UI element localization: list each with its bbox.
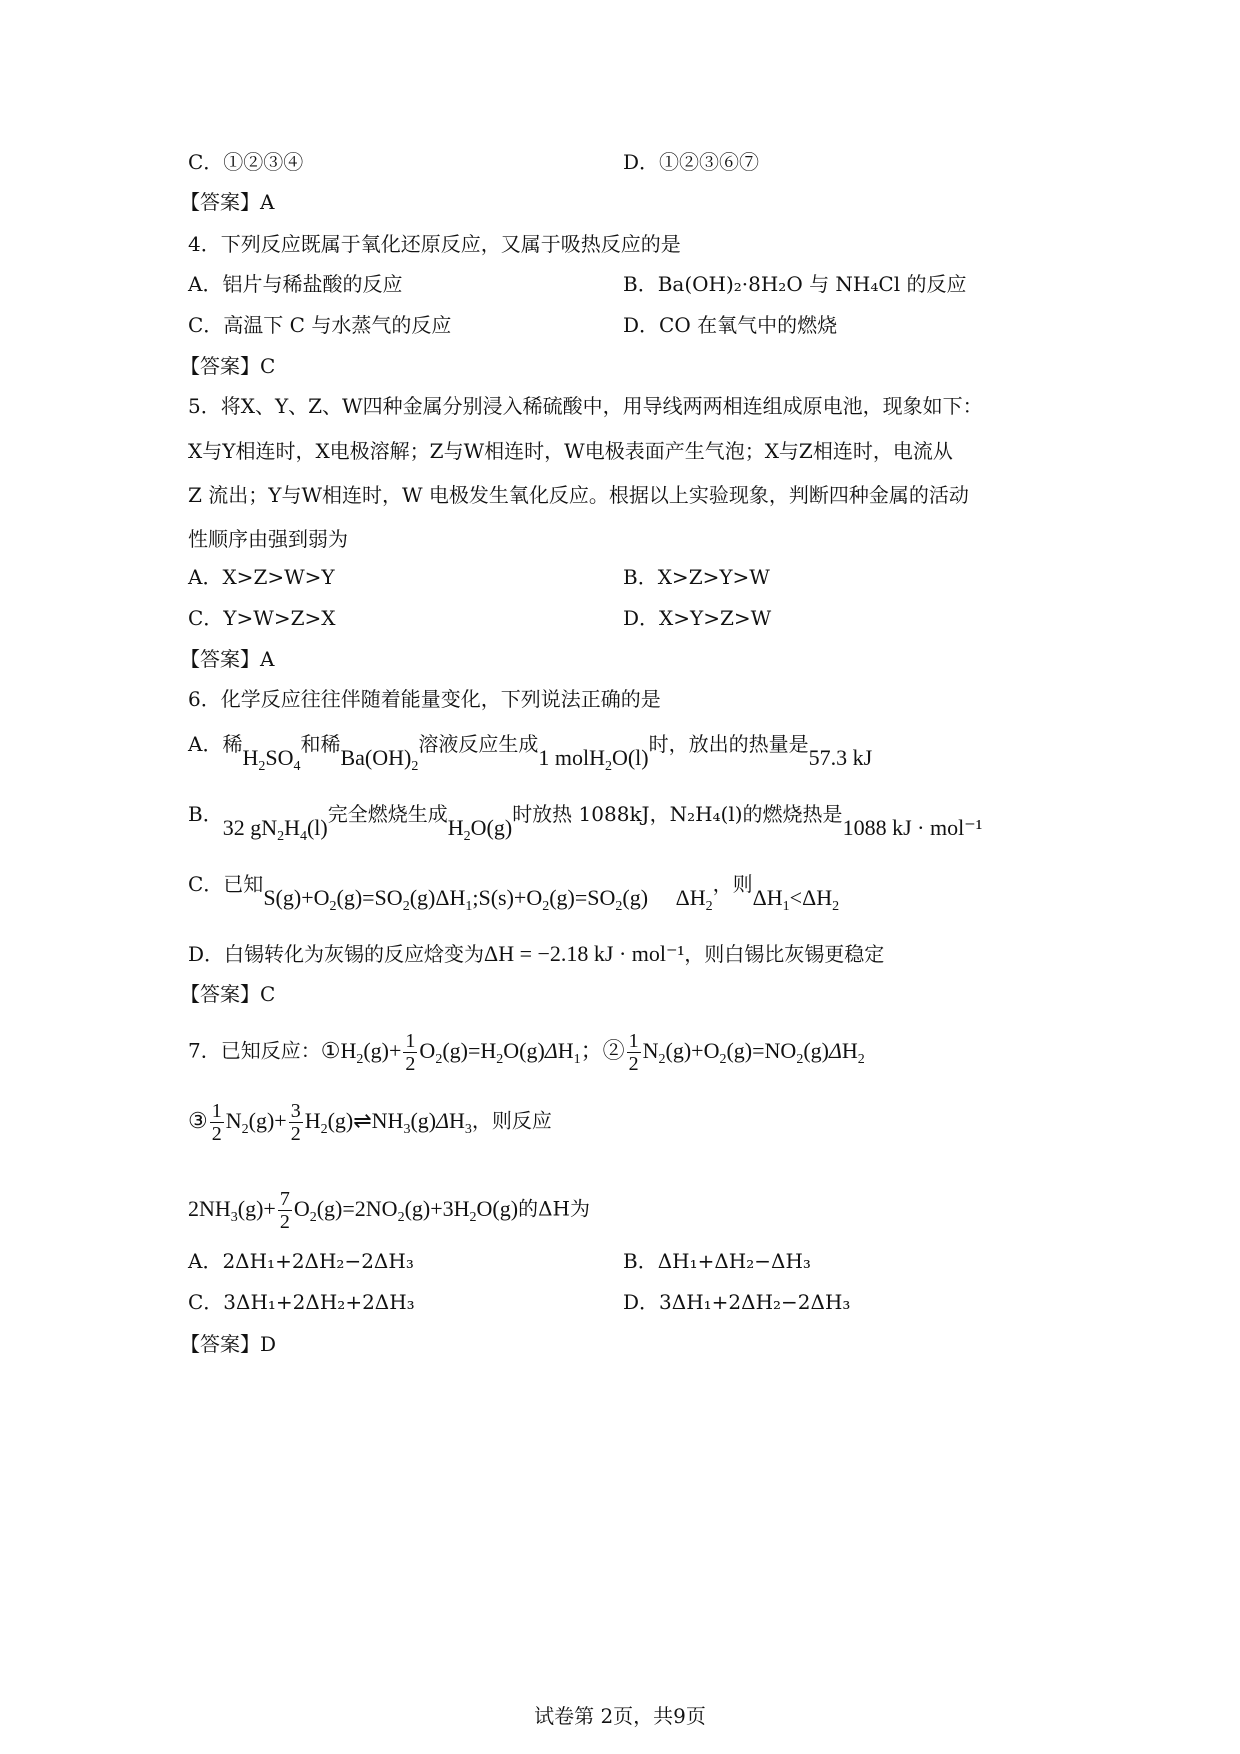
q6-b-part-1: B．	[188, 802, 223, 826]
answer-label: 【答案】	[180, 1332, 260, 1356]
q7-mid: ，则反应	[471, 1108, 552, 1133]
target-reaction: $2NH_3(g)+$ $\frac{7}{2}$ $O_2(g)=2NO_2(g)+3H_2O(g)$	[188, 1188, 519, 1233]
reaction-1: $①H_2(g)+$ $\frac{1}{2}$ $O_2(g)=H_2O(g)\Delta H_1$；② $\frac{1}{2}$ $N_2(g)+O_2(g)=NO_2(g)\Delta H_2$	[320, 1030, 865, 1075]
q5-option-d: D．X>Y>Z>W	[623, 606, 772, 630]
q6-a-part-4: 时，放出的热量是	[648, 732, 809, 756]
q6-d-part-3: ，则白锡比灰锡更稳定	[684, 942, 885, 966]
q6-answer	[180, 980, 275, 1008]
q7-option-b: B．ΔH₁+ΔH₂−ΔH₃	[623, 1249, 811, 1273]
baoh2-formula: $Ba(OH)_2$	[340, 745, 419, 774]
q6-c-part-1: C．已知	[188, 872, 264, 896]
q5-option-b: B．X>Z>Y>W	[623, 565, 770, 589]
q6-a-value: 57.3 kJ	[808, 745, 873, 770]
answer-value: A	[260, 647, 275, 671]
answer-label: 【答案】	[180, 647, 260, 671]
q4-stem: 4．下列反应既属于氧化还原反应，又属于吸热反应的是	[188, 232, 681, 256]
q6-a-part-2: 和稀	[300, 732, 341, 756]
hydrazine-formula: 32 $gN_2H_4(l)$	[222, 815, 328, 844]
reaction-3: ③ $\frac{1}{2}$ $N_2(g)+$ $\frac{3}{2}$ $H_2(g)\rightleftharpoons NH_3(g)\Delta H_3$	[188, 1100, 472, 1145]
q6-option-c	[188, 870, 840, 914]
q6-a-part-1: A．稀	[188, 732, 243, 756]
q7-answer	[180, 1330, 276, 1358]
q5-line-2: X与Y相连时，X电极溶解；Z与W相连时，W电极表面产生气泡；X与Z相连时，电流从	[188, 439, 953, 463]
q6-option-d	[188, 940, 884, 968]
q6-stem: 6．化学反应往往伴随着能量变化，下列说法正确的是	[188, 687, 661, 711]
q7-option-d: D．3ΔH₁+2ΔH₂−2ΔH₃	[623, 1290, 851, 1314]
q5-option-c: C．Y>W>Z>X	[188, 606, 336, 630]
q6-option-b	[188, 800, 983, 844]
q5-answer	[180, 645, 274, 673]
q3-answer	[180, 188, 274, 216]
q4-option-d: D．CO 在氧气中的燃烧	[623, 313, 838, 337]
q6-b-value: 1088 kJ · mol⁻¹	[842, 815, 983, 840]
q3-option-c: C．①②③④	[188, 150, 304, 174]
q5-line-3: Z 流出；Y与W相连时，W 电极发生氧化反应。根据以上实验现象，判断四种金属的活动	[188, 483, 969, 507]
q7-stem: 7．已知反应：	[188, 1038, 321, 1063]
q6-option-a	[188, 730, 873, 774]
water-gas-formula: $H_2O(g)$	[447, 815, 513, 844]
answer-label: 【答案】	[180, 190, 260, 214]
q6-c-part-2: ，则	[712, 872, 753, 896]
q3-option-d: D．①②③⑥⑦	[623, 150, 760, 174]
answer-label: 【答案】	[180, 982, 260, 1006]
answer-value: C	[260, 982, 276, 1006]
q6-a-part-3: 溶液反应生成	[418, 732, 539, 756]
q6-d-value: ΔH = −2.18 kJ · mol⁻¹	[484, 941, 685, 966]
q7-line-2	[188, 1100, 552, 1145]
water-formula: 1 molH$_2$O(l)	[538, 745, 649, 774]
q5-line-4: 性顺序由强到弱为	[188, 527, 348, 551]
dh-comparison: $\Delta H_1<\Delta H_2$	[752, 885, 840, 914]
q7-option-c: C．3ΔH₁+2ΔH₂+2ΔH₃	[188, 1290, 415, 1314]
q4-answer	[180, 352, 275, 380]
answer-label: 【答案】	[180, 354, 260, 378]
answer-value: A	[260, 190, 275, 214]
q4-option-c: C．高温下 C 与水蒸气的反应	[188, 313, 452, 337]
q5-option-a: A．X>Z>W>Y	[188, 565, 335, 589]
q7-line-3	[188, 1188, 590, 1233]
h2so4-formula: $H_2SO_4$	[242, 745, 301, 774]
q4-option-b: B．Ba(OH)₂·8H₂O 与 NH₄Cl 的反应	[623, 272, 967, 296]
answer-value: D	[260, 1332, 277, 1356]
answer-value: C	[260, 354, 276, 378]
q5-line-1: 5．将X、Y、Z、W四种金属分别浸入稀硫酸中，用导线两两相连组成原电池，现象如下：	[188, 394, 983, 418]
q7-option-a: A．2ΔH₁+2ΔH₂−2ΔH₃	[188, 1249, 414, 1273]
q6-b-part-2: 完全燃烧生成	[327, 802, 448, 826]
q6-d-part-1: D．白锡转化为灰锡的反应焓变为	[188, 942, 485, 966]
page-footer: 试卷第 2页，共9页	[534, 1704, 706, 1728]
q7-line-1	[188, 1030, 865, 1075]
q4-option-a: A．铝片与稀盐酸的反应	[188, 272, 403, 296]
q7-tail: 的ΔH为	[518, 1196, 590, 1221]
q6-b-part-3: 时放热 1088kJ，N₂H₄(l)的燃烧热是	[512, 802, 843, 826]
sulfur-equations: $S(g)+O_2(g)=SO_2(g)\Delta H_1;S(s)+O_2(g)=SO_2(g)$ $\Delta H_2$	[263, 885, 713, 914]
